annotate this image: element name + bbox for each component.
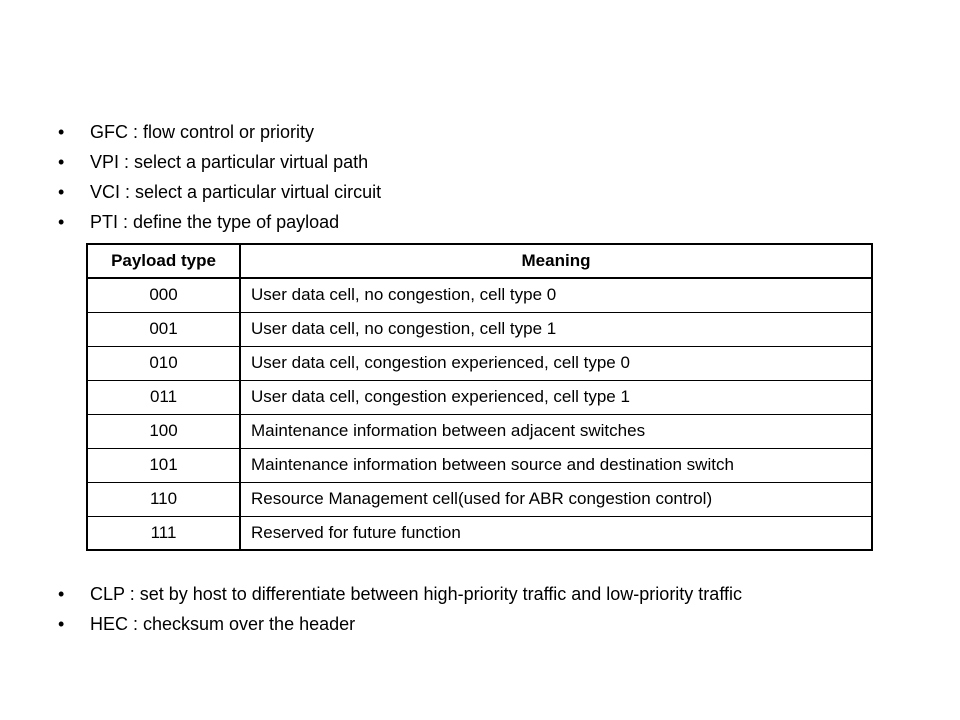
meaning-cell: User data cell, no congestion, cell type 0 — [240, 278, 872, 312]
meaning-cell: Maintenance information between adjacent switches — [240, 414, 872, 448]
meaning-cell: User data cell, no congestion, cell type 1 — [240, 312, 872, 346]
payload-code-cell: 000 — [87, 278, 240, 312]
bullet-text: PTI : define the type of payload — [90, 212, 340, 232]
table-row — [87, 448, 872, 482]
bullet-text: GFC : flow control or priority — [90, 122, 315, 142]
table-row — [87, 516, 872, 550]
header-payload-type: Payload type — [87, 244, 240, 278]
table-row — [87, 380, 872, 414]
bullet-dot-icon: • — [58, 122, 65, 142]
payload-code-cell: 011 — [87, 380, 240, 414]
payload-code-cell: 010 — [87, 346, 240, 380]
payload-code-cell: 111 — [87, 516, 240, 550]
bullet-dot-icon: • — [58, 584, 65, 604]
bullet-dot-icon: • — [58, 212, 65, 232]
header-meaning: Meaning — [240, 244, 872, 278]
bullet-text: CLP : set by host to differentiate between high-priority traffic and low-priority traffic — [90, 584, 742, 604]
bullet-text: HEC : checksum over the header — [90, 614, 356, 634]
table-header-row — [87, 244, 872, 278]
payload-code-cell: 100 — [87, 414, 240, 448]
meaning-cell: Resource Management cell(used for ABR congestion control) — [240, 482, 872, 516]
table-row — [87, 346, 872, 380]
bullet-text: VCI : select a particular virtual circuit — [90, 182, 382, 202]
payload-code-cell: 110 — [87, 482, 240, 516]
meaning-cell: Maintenance information between source and destination switch — [240, 448, 872, 482]
table-row — [87, 414, 872, 448]
payload-code-cell: 001 — [87, 312, 240, 346]
payload-code-cell: 101 — [87, 448, 240, 482]
meaning-cell: User data cell, congestion experienced, cell type 0 — [240, 346, 872, 380]
bullet-text: VPI : select a particular virtual path — [90, 152, 369, 172]
bullet-dot-icon: • — [58, 182, 65, 202]
table-row — [87, 278, 872, 312]
meaning-cell: User data cell, congestion experienced, cell type 1 — [240, 380, 872, 414]
bullet-dot-icon: • — [58, 152, 65, 172]
meaning-cell: Reserved for future function — [240, 516, 872, 550]
table-row — [87, 312, 872, 346]
payload-type-table — [86, 243, 873, 551]
table-row — [87, 482, 872, 516]
bullet-dot-icon: • — [58, 614, 65, 634]
